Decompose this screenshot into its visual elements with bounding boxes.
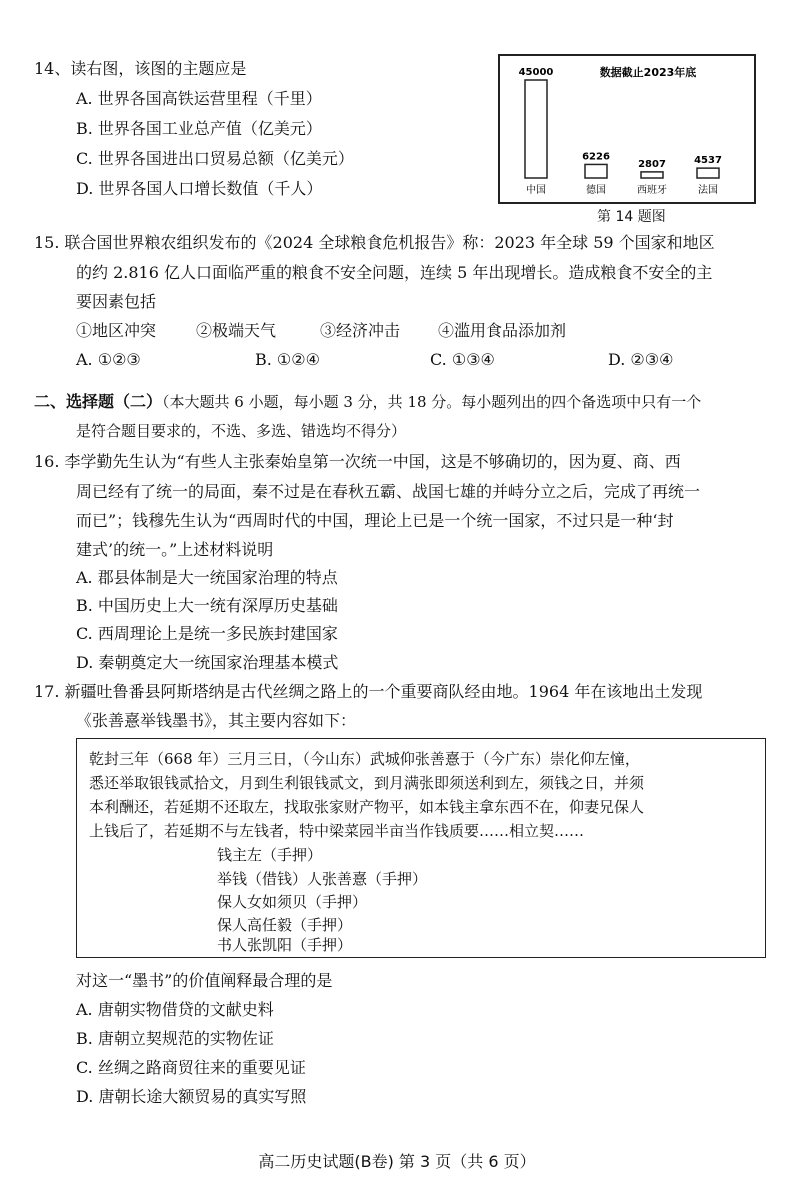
q15-item-1: ①地区冲突 [76,321,157,340]
q17-option-c: C. 丝绸之路商贸往来的重要见证 [76,1058,306,1077]
q16-line-3: 而已”；钱穆先生认为“西周时代的中国，理论上已是一个统一国家，不过只是一种‘封 [76,511,674,530]
deed-signature-5: 书人张凯阳（手押） [217,936,353,954]
bar-value-label-2: 2807 [638,158,666,170]
q14-option-a: A. 世界各国高铁运营里程（千里） [76,89,322,108]
q16-option-d: D. 秦朝奠定大一统国家治理基本模式 [76,653,339,672]
deed-line-3: 本利酬还，若延期不还取左，找取张家财产物平，如本钱主拿东西不在，仰妻兄保人 [89,798,645,816]
deed-signature-3: 保人女如须贝（手押） [217,893,368,911]
bar-2 [641,172,663,178]
q16-option-a: A. 郡县体制是大一统国家治理的特点 [76,568,338,587]
q16-line-4: 建式’的统一。”上述材料说明 [76,540,274,559]
deed-signature-4: 保人高任毅（手押） [217,916,353,934]
q15-line-3: 要因素包括 [76,292,157,311]
q14-bar-chart [498,54,756,204]
bar-1 [585,164,607,178]
bar-value-label-0: 45000 [518,67,554,78]
q15-item-4: ④滥用食品添加剂 [438,321,567,340]
page-footer: 高二历史试题(B卷) 第 3 页（共 6 页） [258,1152,536,1171]
q16-option-c: C. 西周理论上是统一多民族封建国家 [76,624,338,643]
q17-option-b: B. 唐朝立契规范的实物佐证 [76,1029,274,1048]
section-2-title: 二、选择题（二） [34,392,163,411]
bar-3 [697,168,719,178]
q17-line-2: 《张善憙举钱墨书》，其主要内容如下： [76,711,357,730]
q14-stem: 14、读右图，该图的主题应是 [34,59,247,78]
q15-line-1: 15. 联合国世界粮农组织发布的《2024 全球粮食危机报告》称：2023 年全球 59 个国家和地区 [34,233,715,252]
bar-category-label-3: 法国 [698,185,718,196]
q17-option-a: A. 唐朝实物借贷的文献史料 [76,1000,274,1019]
q15-item-2: ②极端天气 [196,321,277,340]
deed-signature-2: 举钱（借钱）人张善憙（手押） [217,870,428,888]
deed-line-2: 悉还举取银钱贰拾文，月到生利银钱贰文，到月满张即须送利到左，须钱之日，并须 [89,774,645,792]
q15-line-2: 的约 2.816 亿人口面临严重的粮食不安全问题，连续 5 年出现增长。造成粮食不安全的主 [76,263,713,282]
q14-option-d: D. 世界各国人口增长数值（千人） [76,179,323,198]
q17-question: 对这一“墨书”的价值阐释最合理的是 [76,971,333,990]
bar-value-label-1: 6226 [582,151,610,163]
q16-line-2: 周已经有了统一的局面，秦不过是在春秋五霸、战国七雄的并峙分立之后，完成了再统一 [76,482,701,501]
bar-0 [525,80,547,178]
bar-chart-svg [500,56,754,202]
q14-option-b: B. 世界各国工业总产值（亿美元） [76,119,322,138]
bar-category-label-1: 德国 [586,185,606,196]
q15-option-c: C. ①③④ [430,350,495,369]
bar-value-label-3: 4537 [694,155,722,167]
q17-line-1: 17. 新疆吐鲁番县阿斯塔纳是古代丝绸之路上的一个重要商队经由地。1964 年在该地出土发现 [34,682,703,701]
q15-option-d: D. ②③④ [608,350,674,369]
q17-deed-box [76,738,766,958]
deed-line-1: 乾封三年（668 年）三月三日，（今山东）武城仰张善憙于（今广东）崇化仰左憧， [89,750,640,768]
section-2-note-1: （本大题共 6 小题，每小题 3 分，共 18 分。每小题列出的四个备选项中只有一个 [162,393,702,411]
bar-category-label-0: 中国 [526,185,546,196]
q15-option-b: B. ①②④ [255,350,320,369]
q16-line-1: 16. 李学勤先生认为“有些人主张秦始皇第一次统一中国，这是不够确切的，因为夏、商、西 [34,452,681,471]
deed-line-4: 上钱后了，若延期不与左钱者，特中梁菜园半亩当作钱质要……相立契…… [89,822,585,840]
chart-title: 数据截止2023年底 [599,66,697,79]
bar-category-label-2: 西班牙 [637,185,667,196]
deed-signature-1: 钱主左（手押） [217,846,323,864]
q15-item-3: ③经济冲击 [320,321,401,340]
section-2-note-2: 是符合题目要求的，不选、多选、错选均不得分） [76,422,407,440]
q15-option-a: A. ①②③ [76,350,141,369]
q14-option-c: C. 世界各国进出口贸易总额（亿美元） [76,149,354,168]
q14-figure-caption: 第 14 题图 [597,209,666,225]
q17-option-d: D. 唐朝长途大额贸易的真实写照 [76,1087,307,1106]
q16-option-b: B. 中国历史上大一统有深厚历史基础 [76,596,338,615]
